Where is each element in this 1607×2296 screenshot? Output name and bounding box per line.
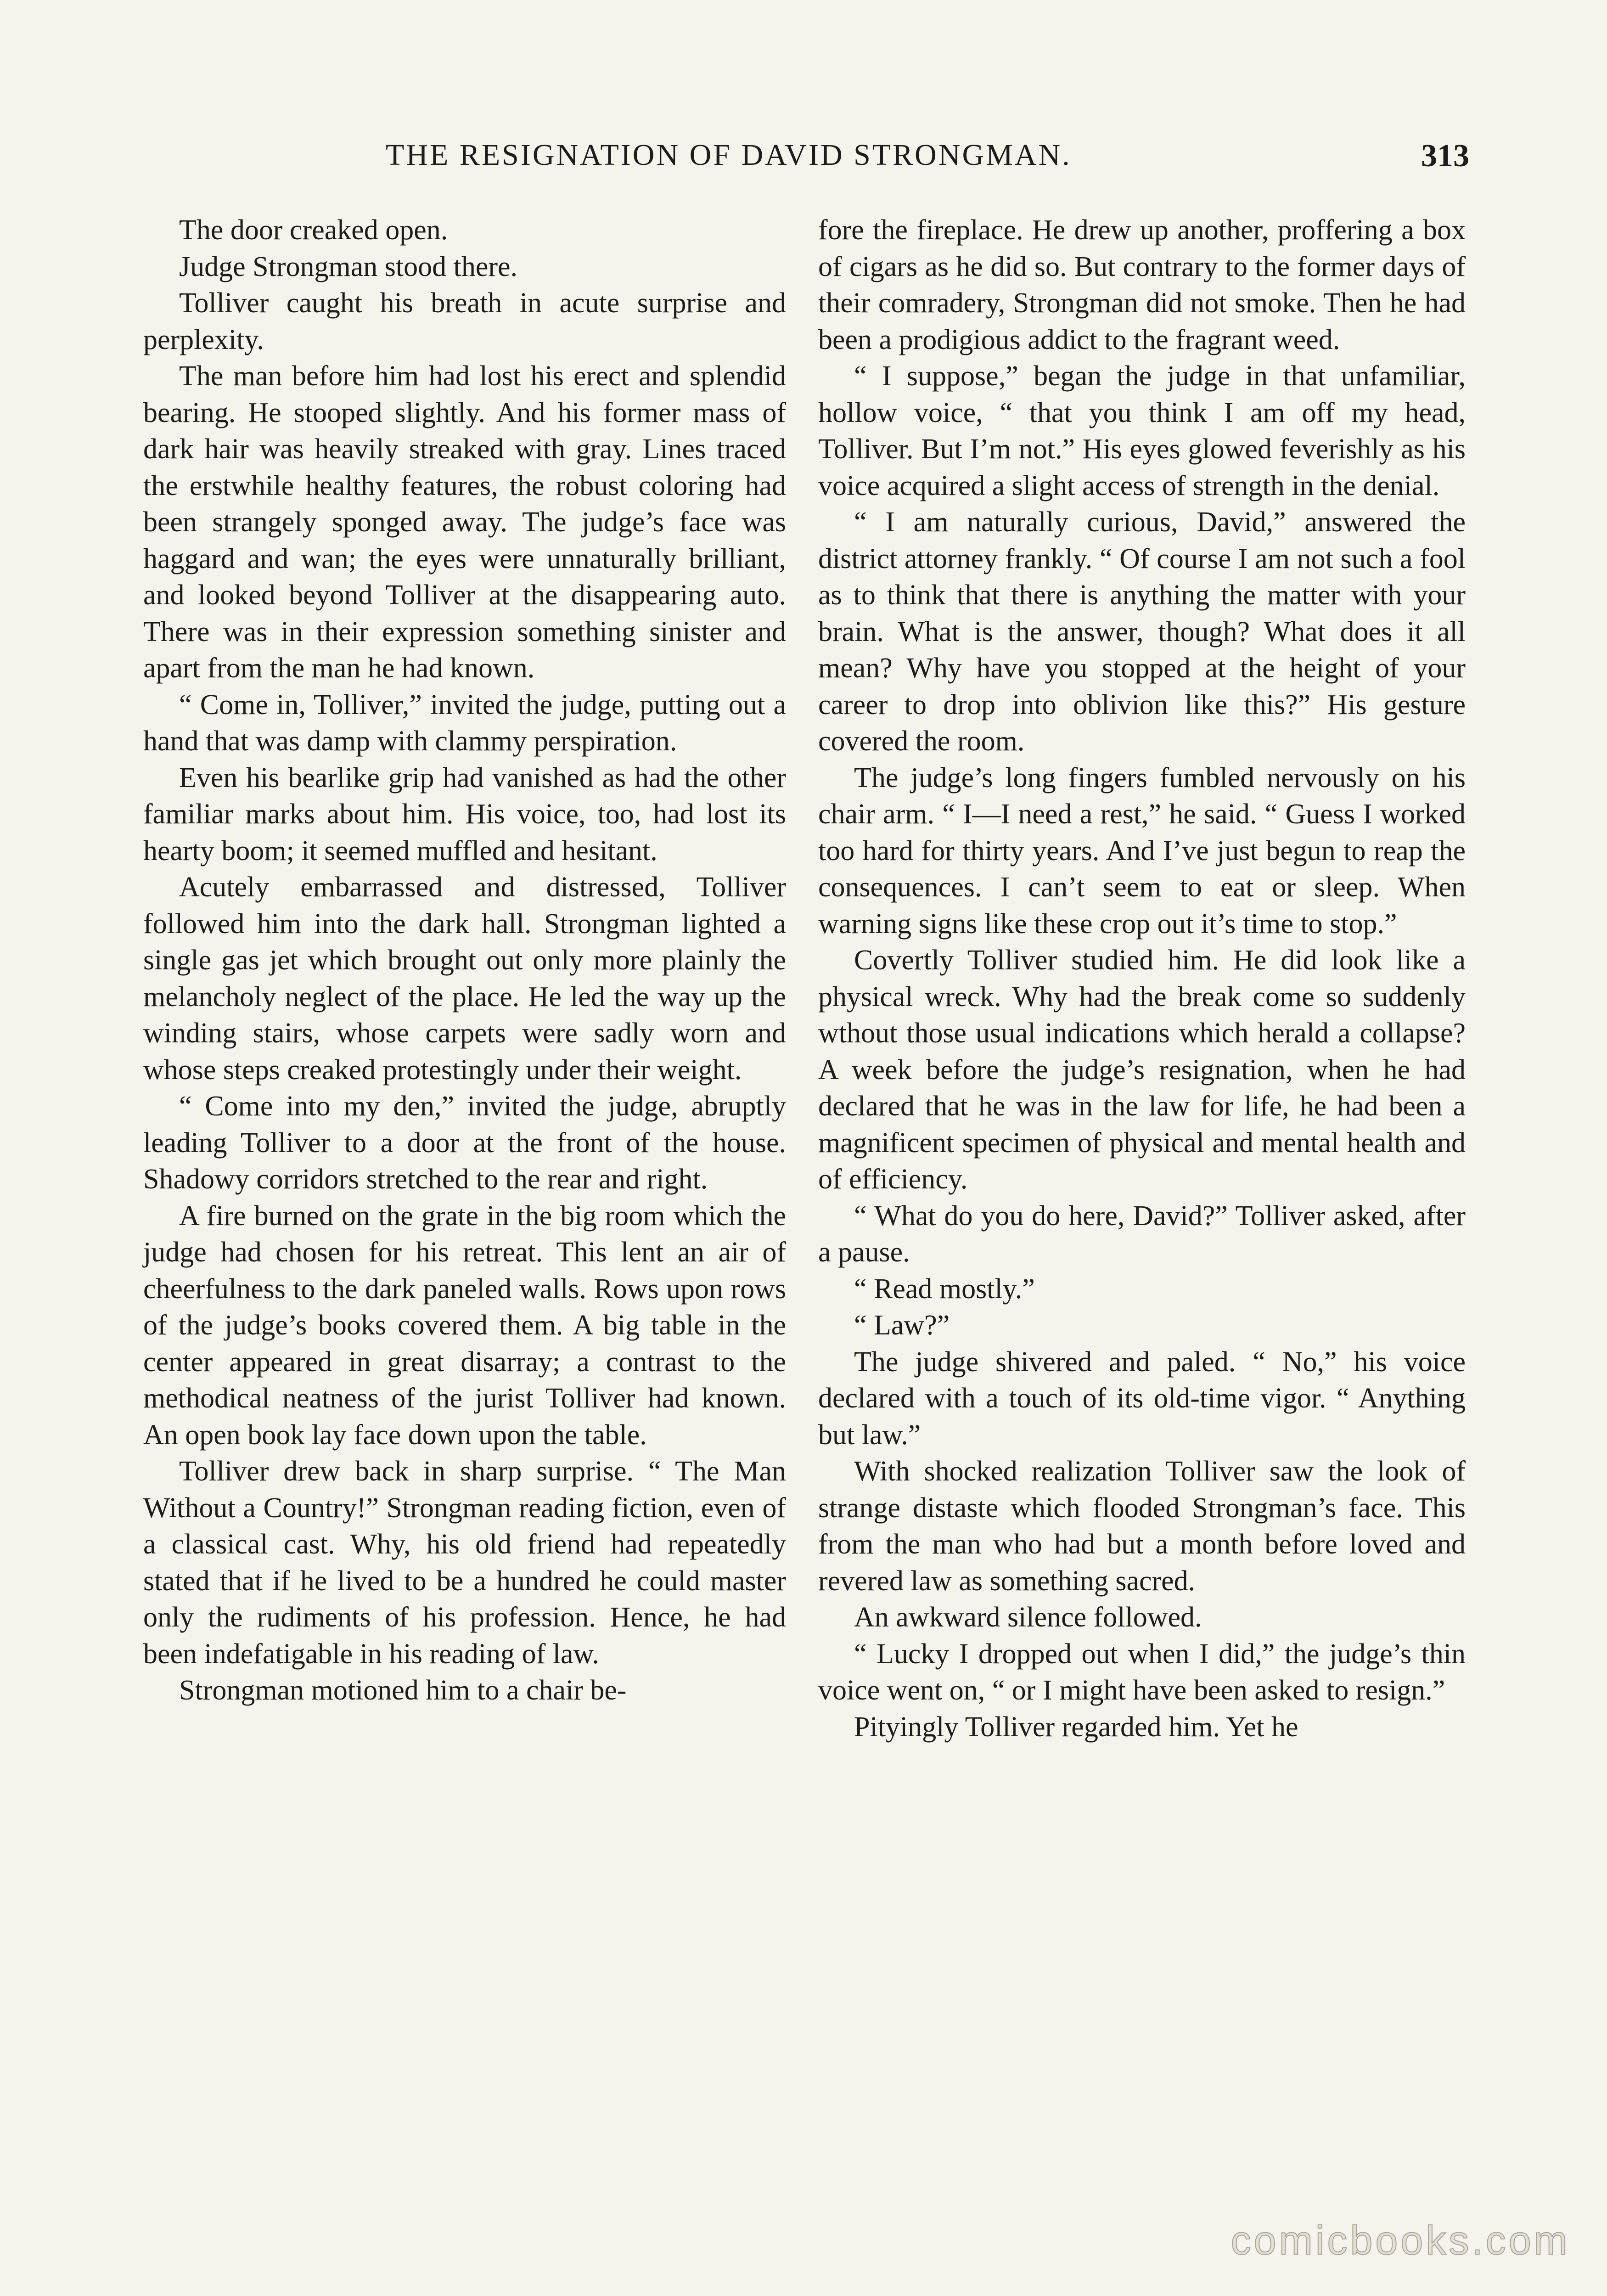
paragraph: Tolliver caught his breath in acute surprise and perplexity. — [143, 287, 786, 355]
continued-paragraph: fore the fireplace. He drew up another, proffering a box of cigars as he did so. But contrary to the former days of their comradery, Strongman did not smoke. Then he had been a prodigious addict to the fragrant weed. — [818, 214, 1466, 355]
paragraph: Covertly Tolliver studied him. He did look like a physical wreck. Why had the break come so suddenly wthout those usual indications which herald a collapse? A week before the judge’s resignation, when he had declared that he was in the law for life, he had been a magnificent specimen of physical and mental health and of efficiency. — [818, 945, 1466, 1195]
paragraph: Tolliver drew back in sharp surprise. “ The Man Without a Country!” Strongman reading fiction, even of a classical cast. Why, his old friend had repeatedly stated that if he lived to be a hundred he could master only the rudiments of his profession. Hence, he had been indefatigable in his reading of law. — [143, 1456, 786, 1670]
left-text-column — [143, 212, 786, 1709]
paragraph: Judge Strongman stood there. — [179, 251, 518, 282]
paragraph: “ Lucky I dropped out when I did,” the judge’s thin voice went on, “ or I might have been asked to resign.” — [818, 1638, 1466, 1706]
paragraph: “ Law?” — [854, 1310, 950, 1341]
paragraph: Pityingly Tolliver regarded him. Yet he — [854, 1711, 1298, 1743]
paragraph: The man before him had lost his erect and splendid bearing. He stooped slightly. And his former mass of dark hair was heavily streaked with gray. Lines traced the erstwhile healthy features, the robust coloring had been strangely sponged away. The judge’s face was haggard and wan; the eyes were unnaturally brilliant, and looked beyond Tolliver at the disappearing auto. There was in their expression something sinister and apart from the man he had known. — [143, 360, 786, 684]
paragraph: “ Read mostly.” — [854, 1273, 1035, 1305]
paragraph: “ Come in, Tolliver,” invited the judge, putting out a hand that was damp with clammy perspiration. — [143, 689, 786, 757]
page-header — [138, 138, 1469, 188]
paragraph: The judge’s long fingers fumbled nervously on his chair arm. “ I—I need a rest,” he said. “ Guess I worked too hard for thirty years. And I’ve just begun to reap the consequences. I can’t seem to eat or sleep. When warning signs like these crop out it’s time to stop.” — [818, 762, 1466, 940]
paragraph: The door creaked open. — [179, 214, 448, 246]
paragraph: An awkward silence followed. — [854, 1602, 1202, 1633]
paragraph: The judge shivered and paled. “ No,” his voice declared with a touch of its old-time vigor. “ Anything but law.” — [818, 1346, 1466, 1451]
site-watermark: comicbooks.com — [1231, 2217, 1570, 2263]
paragraph: “ What do you do here, David?” Tolliver asked, after a pause. — [818, 1200, 1466, 1268]
paragraph: “ I am naturally curious, David,” answered the district attorney frankly. “ Of course I am not such a fool as to think that there is anything the matter with your brain. What is the answer, though? What does it all mean? Why have you stopped at the height of your career to drop into oblivion like this?” His gesture covered the room. — [818, 506, 1466, 757]
paragraph: Acutely embarrassed and distressed, Tolliver followed him into the dark hall. Strongman lighted a single gas jet which brought out only more plainly the melancholy neglect of the place. He led the way up the winding stairs, whose carpets were sadly worn and whose steps creaked protestingly under their weight. — [143, 872, 786, 1086]
page-number: 313 — [1421, 138, 1469, 174]
paragraph: Even his bearlike grip had vanished as had the other familiar marks about him. His voice, too, had lost its hearty boom; it seemed muffled and hesitant. — [143, 762, 786, 867]
paragraph: “ I suppose,” began the judge in that unfamiliar, hollow voice, “ that you think I am off my head, Tolliver. But I’m not.” His eyes glowed feverishly as his voice acquired a slight access of strength in the denial. — [818, 360, 1466, 501]
paragraph: With shocked realization Tolliver saw the look of strange distaste which flooded Strongman’s face. This from the man who had but a month before loved and revered law as something sacred. — [818, 1456, 1466, 1597]
paragraph: Strongman motioned him to a chair be- — [179, 1675, 627, 1706]
running-title: THE RESIGNATION OF DAVID STRONGMAN. — [386, 138, 1072, 172]
paragraph: A fire burned on the grate in the big room which the judge had chosen for his retreat. This lent an air of cheerfulness to the dark paneled walls. Rows upon rows of the judge’s books covered them. A big table in the center appeared in great disarray; a contrast to the methodical neatness of the jurist Tolliver had known. An open book lay face down upon the table. — [143, 1200, 786, 1451]
paragraph: “ Come into my den,” invited the judge, abruptly leading Tolliver to a door at the front of the house. Shadowy corridors stretched to the rear and right. — [143, 1091, 786, 1195]
right-text-column — [818, 212, 1466, 1745]
